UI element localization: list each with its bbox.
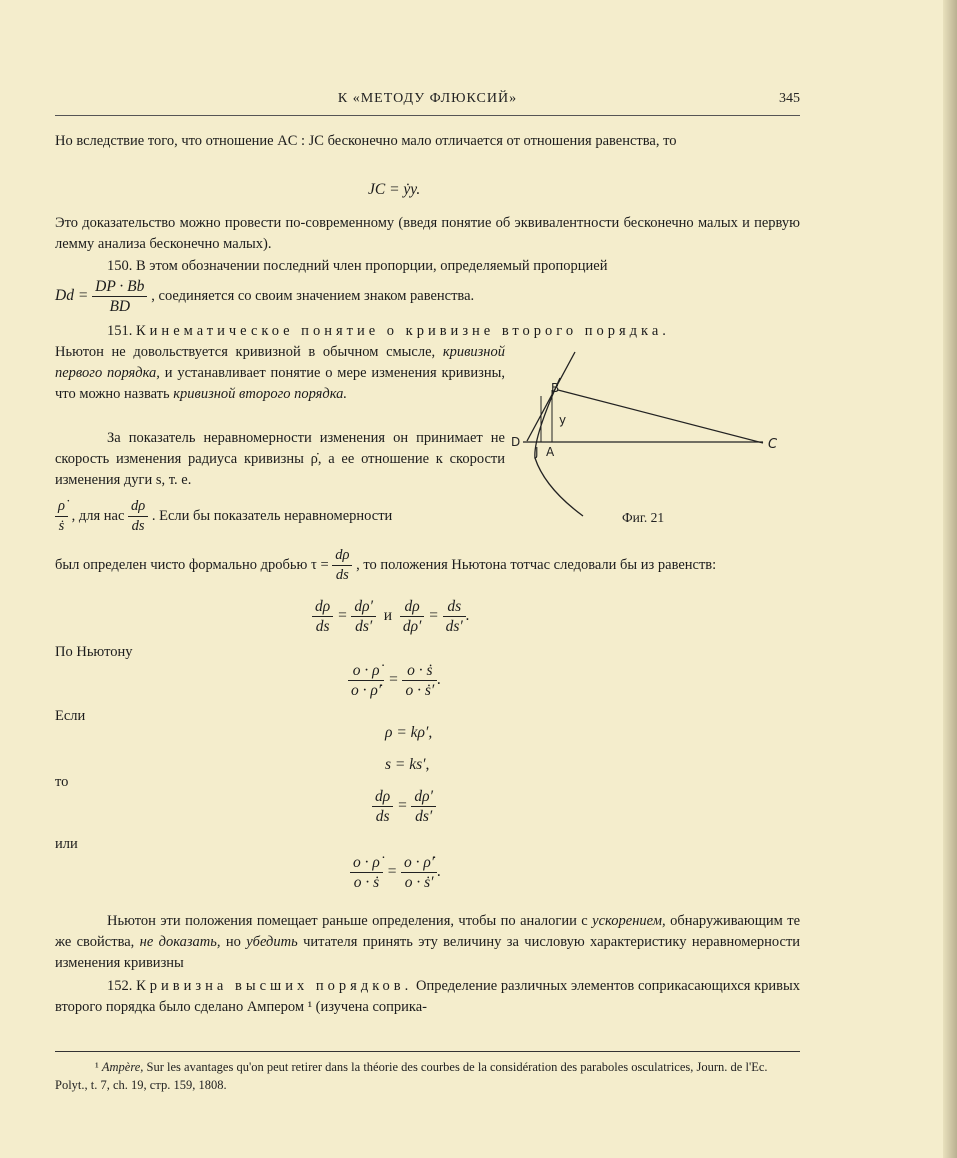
eq6-a-den: o · ṡ xyxy=(353,874,380,891)
dd-numerator: DP · Bb xyxy=(92,277,147,297)
page-number: 345 xyxy=(779,91,800,106)
footnote-author: Ampère, xyxy=(101,1060,144,1074)
eq6-frac-a xyxy=(350,853,383,892)
curve-arc xyxy=(535,378,583,516)
eq3-end: . xyxy=(437,671,442,689)
paragraph-3-continued xyxy=(55,497,515,536)
eq2-b-den: ds′ xyxy=(355,618,373,635)
eq2-c-num: dρ xyxy=(400,597,425,617)
figure-21 xyxy=(505,348,795,523)
rho-dot: ρ̇ xyxy=(55,497,68,517)
paragraph-5 xyxy=(55,911,800,974)
eq5-a-num: dρ xyxy=(372,787,393,807)
paragraph-3: За показатель неравномерности изменения он принимает не скорость изменения радиуса кривизны ρ̇, а ее отношение к скорости изменения дуги s, т. е. xyxy=(55,430,505,488)
eq3-frac-a xyxy=(348,661,384,700)
paragraph-2: Это доказательство можно провести по-современному (введя понятие об эквивалентности бесконечно малых и первую лемму анализа бесконечно малых). xyxy=(55,215,800,252)
ds: ds xyxy=(131,518,145,534)
tau-fraction xyxy=(332,546,352,585)
section-151-number: 151. xyxy=(107,323,133,339)
eq2-end: . xyxy=(465,607,470,625)
para-4-post: , то положения Ньютона тотчас следовали бы из равенств: xyxy=(356,556,717,573)
section-151-title: Кинематическое понятие о кривизне второго порядка. xyxy=(136,323,670,339)
eq3-a-den: o · ρ̇′ xyxy=(351,682,382,699)
label-y: y xyxy=(559,413,567,427)
section-152-text: Определение различных элементов соприкасающихся кривых второго порядка было сделано Ампером ¹ (изучена соприка- xyxy=(55,978,801,1015)
label-d: D xyxy=(511,435,521,449)
s-dot: ṡ xyxy=(58,518,65,534)
eq6-a-num: o · ρ̇ xyxy=(350,853,383,873)
equation-3: $\frac{o \cdot \rhȯ}{o \cdot \rhȯ'}$ = $\frac{\text{o · ṡ}}{\text{o · ṡ′}}$ . xyxy=(348,661,441,700)
para-151-d: кривизной второго порядка. xyxy=(173,386,348,402)
eq2-d-num: ds xyxy=(443,597,466,617)
dd-lhs: Dd = xyxy=(55,287,89,305)
eq5-b-den: ds′ xyxy=(415,808,433,825)
eq5-frac-a xyxy=(372,787,393,826)
equation-4b: s = ks′, xyxy=(385,756,430,773)
label-then: то xyxy=(55,774,69,790)
equation-5: $\frac{d\rho}{ds}$ = $\frac{d\rho'}{ds'}$ xyxy=(372,787,436,826)
paragraph-150: 150. В этом обозначении последний член пропорции, определяемый пропорцией xyxy=(107,258,608,274)
equation-dd xyxy=(55,277,474,316)
eq2-frac-a xyxy=(312,597,333,636)
dd-tail: , соединяется со своим значением знаком равенства. xyxy=(151,288,475,305)
eq2-a-num: dρ xyxy=(312,597,333,617)
eq2-d-den: ds′ xyxy=(445,618,463,635)
label-c: C xyxy=(768,437,778,452)
label-by-newton: По Ньютону xyxy=(55,644,133,660)
label-j: J xyxy=(535,445,539,459)
eq2-frac-c xyxy=(400,597,425,636)
equation-jc: JC = ẏy. xyxy=(368,181,421,198)
eq5-frac-b xyxy=(411,787,436,826)
label-b: B xyxy=(551,381,560,395)
para-151-b: кривизной первого порядка, xyxy=(55,344,505,381)
equation-6: $\frac{o \cdot \rhȯ}{\text{o · ṡ}}$ = $\frac{o \cdot \rhȯ'}{\text{o · ṡ′}}$ . xyxy=(350,853,441,892)
para-5-d: не доказать, xyxy=(139,934,221,950)
label-or: или xyxy=(55,836,78,852)
eq3-a-num: o · ρ̇ xyxy=(348,661,384,681)
para-4-pre: был определен чисто формально дробью τ = xyxy=(55,556,329,573)
dd-fraction xyxy=(92,277,147,316)
running-header xyxy=(55,91,800,116)
para-3b-mid: , для нас xyxy=(71,507,125,524)
eq2-c-den: dρ′ xyxy=(402,618,422,635)
eq6-frac-b xyxy=(401,853,437,892)
running-title: К «МЕТОДУ ФЛЮКСИЙ» xyxy=(337,91,518,106)
para-5-e: но xyxy=(225,934,241,950)
footnote-mark: ¹ xyxy=(95,1060,99,1074)
para-5-a: Ньютон эти положения помещает раньше определения, чтобы по аналогии с xyxy=(107,913,588,929)
para-151-a: Ньютон не довольствуется кривизной в обычном смысле, xyxy=(55,344,436,360)
eq2-frac-d xyxy=(443,597,466,636)
rho-dot-over-s-dot xyxy=(55,497,68,536)
para-3b-tail: . Если бы показатель неравномерности xyxy=(151,507,393,524)
paragraph-151 xyxy=(55,342,505,405)
eq6-end: . xyxy=(437,863,442,881)
equation-2: $\frac{d\rho}{ds}$ = $\frac{d\rho'}{ds'}$ и $\frac{d\rho}{d\rho'}$ = $\frac{ds}{ds'}$ . xyxy=(312,597,470,636)
eq2-b-num: dρ′ xyxy=(351,597,376,617)
chord-bc xyxy=(558,390,763,443)
label-if: Если xyxy=(55,708,86,724)
para-5-f: убедить xyxy=(246,934,298,950)
section-152-title: Кривизна высших порядков. xyxy=(136,978,413,994)
figure-caption: Фиг. 21 xyxy=(622,510,665,525)
footnote-rule xyxy=(55,1051,800,1052)
paragraph-1: Но вследствие того, что отношение AC : JC бесконечно мало отличается от отношения равенства, то xyxy=(55,133,677,149)
eq3-b-num: o · ṡ xyxy=(402,661,437,681)
eq2-frac-b xyxy=(351,597,376,636)
para-5-b: ускорением, xyxy=(592,913,666,929)
eq6-b-num: o · ρ̇′ xyxy=(401,853,437,873)
para-5-g: читателя принять эту величину за числовую характеристику неравномерности изменения кривизны xyxy=(55,934,801,971)
eq3-frac-b xyxy=(402,661,437,700)
page-binding-shadow xyxy=(943,0,957,1158)
footnote xyxy=(55,1058,800,1094)
eq3-b-den: o · ṡ′ xyxy=(405,682,435,699)
tangent-line xyxy=(527,352,575,441)
eq5-b-num: dρ′ xyxy=(411,787,436,807)
tau-den: ds xyxy=(335,567,349,583)
drho-over-ds xyxy=(128,497,148,536)
footnote-text: Sur les avantages qu'on peut retirer dans la théorie des courbes de la considération des paraboles osculatrices, Journ. de l'Ec. Polyt., t. 7, ch. 19, стр. 159, 1808. xyxy=(55,1060,768,1092)
section-151-heading xyxy=(55,321,800,342)
dd-denominator: BD xyxy=(109,298,131,315)
section-152-number: 152. xyxy=(107,978,133,994)
paragraph-152 xyxy=(55,976,800,1018)
eq6-b-den: o · ṡ′ xyxy=(404,874,434,891)
label-a: A xyxy=(546,445,555,459)
eq2-a-den: ds xyxy=(315,618,330,635)
eq2-and: и xyxy=(383,607,393,625)
paragraph-4 xyxy=(55,546,800,585)
tau-num: dρ xyxy=(332,546,352,566)
drho: dρ xyxy=(128,497,148,517)
para-151-c: и устанавливает понятие о мере изменения кривизны, что можно назвать xyxy=(55,365,505,402)
eq5-a-den: ds xyxy=(375,808,390,825)
para-5-c: обнаруживающим те же свойства, xyxy=(55,913,801,950)
equation-4a: ρ = kρ′, xyxy=(385,724,433,741)
